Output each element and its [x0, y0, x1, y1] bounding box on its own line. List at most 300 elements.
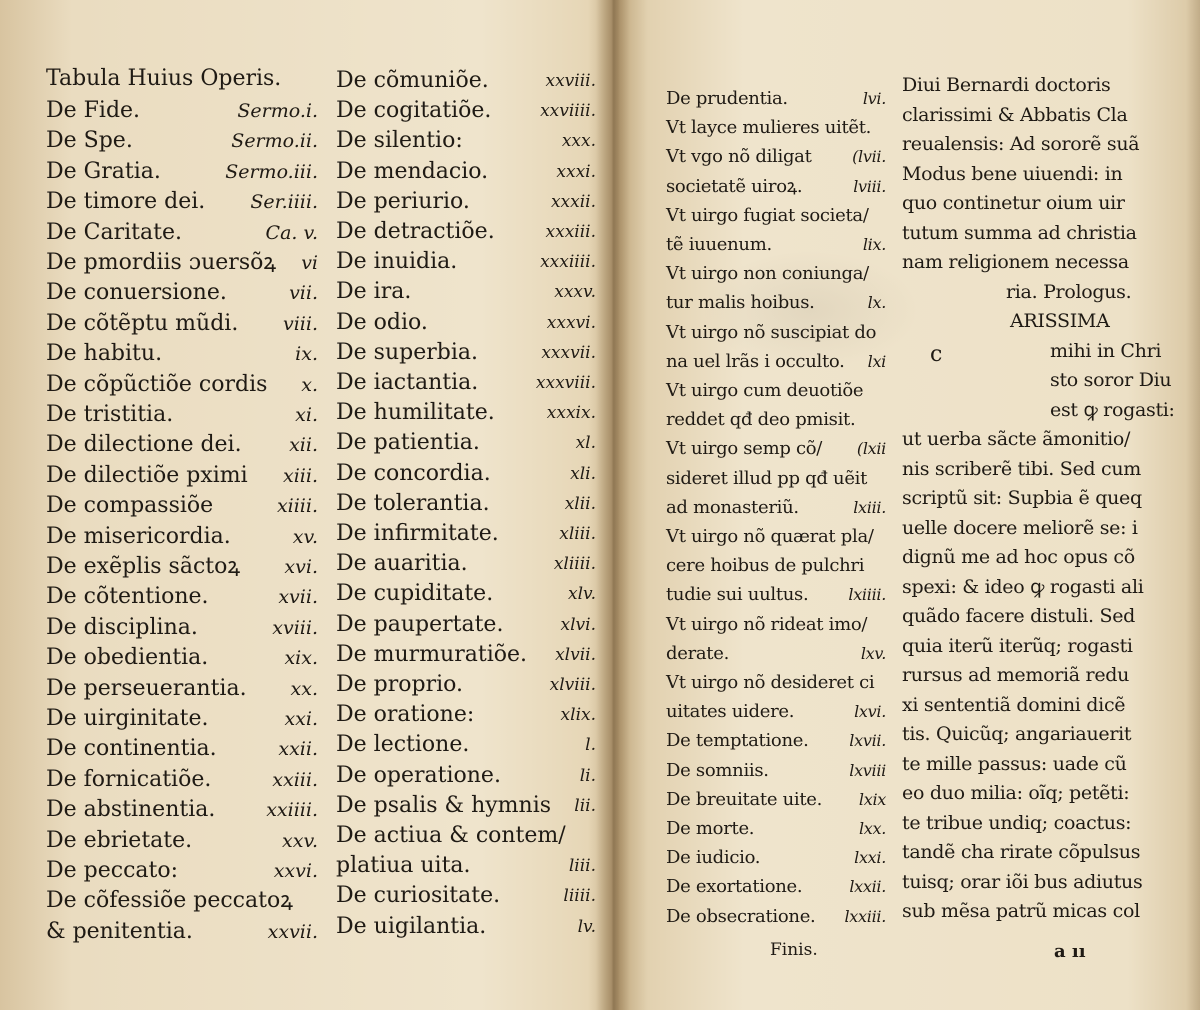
toc-entry — [666, 142, 886, 171]
toc-entry-label: De pmordiis ɔuersõꝝ — [46, 250, 277, 275]
toc-entry — [46, 886, 318, 916]
toc-entry-number: lxx. — [858, 819, 886, 838]
page-title: Tabula Huius Operis. — [46, 66, 282, 91]
toc-entry-label: De disciplina. — [46, 614, 198, 640]
toc-entry — [336, 761, 596, 791]
prose-line-text: dignũ me ad hoc opus cõ — [902, 546, 1135, 568]
toc-entry — [336, 791, 596, 821]
prose-line — [902, 896, 1152, 926]
toc-entry — [336, 610, 596, 640]
prose-line — [902, 867, 1152, 897]
toc-entry — [666, 551, 886, 580]
toc-entry — [666, 259, 886, 288]
toc-entry-label: De abstinentia. — [46, 797, 216, 823]
toc-entry-label: reddet qđ deo pmisit. — [666, 409, 856, 431]
toc-entry-label: tẽ iuuenum. — [666, 234, 772, 255]
toc-entry-label: Vt layce mulieres uitẽt. — [666, 117, 872, 139]
toc-entry-number: (lxii — [856, 439, 886, 459]
prose-line — [1050, 395, 1175, 425]
toc-entry — [666, 814, 886, 843]
toc-entry-label: Vt uirgo nõ desideret ci — [666, 672, 875, 693]
toc-entry-number: xiii. — [283, 464, 318, 487]
toc-entry-label: De breuitate uite. — [666, 788, 823, 810]
toc-entry-number: xvi. — [284, 556, 318, 578]
toc-entry-label: De concordia. — [336, 460, 491, 486]
toc-entry — [666, 785, 886, 814]
toc-entry-label: De humilitate. — [336, 400, 495, 426]
toc-entry-label: De conuersione. — [46, 280, 227, 306]
toc-entry — [336, 730, 596, 760]
toc-entry-number: lviii. — [853, 176, 886, 196]
toc-entry-label: De superbia. — [336, 339, 478, 365]
toc-entry — [336, 912, 596, 942]
toc-entry-number: lii. — [574, 795, 596, 816]
toc-entry-label: De ebrietate. — [46, 827, 193, 853]
toc-entry — [336, 217, 596, 247]
toc-entry-number: lxiiii. — [848, 585, 886, 605]
toc-entry-label: De odio. — [336, 309, 428, 335]
toc-entry — [336, 96, 596, 126]
toc-entry — [46, 157, 318, 187]
toc-entry-number: Ca. v. — [265, 221, 318, 244]
toc-entry-number: Sermo.iii. — [225, 160, 318, 183]
toc-entry-label: ad monasteriũ. — [666, 496, 799, 518]
toc-entry-label: Vt uirgo non coniunga/ — [666, 263, 869, 285]
toc-entry-number: xxxviii. — [535, 373, 596, 393]
toc-entry-label: De peccato: — [46, 858, 179, 883]
toc-entry — [666, 522, 886, 551]
toc-entry-number: lv. — [577, 916, 596, 937]
toc-entry-number: xxv. — [282, 829, 318, 852]
toc-entry-number: xxii. — [278, 738, 318, 761]
prose-line-text: Modus bene uiuendi: in — [902, 162, 1123, 185]
toc-entry-number: xliiii. — [553, 554, 596, 575]
toc-entry-label: De Gratia. — [46, 158, 161, 184]
toc-entry — [46, 704, 318, 734]
prose-line — [902, 188, 1152, 218]
toc-entry — [336, 851, 596, 881]
toc-entry-number: xxxv. — [554, 282, 596, 303]
toc-entry-label: De silentio: — [336, 128, 463, 154]
toc-entry-label: De somniis. — [666, 759, 769, 781]
toc-entry — [46, 734, 318, 764]
toc-entry-number: lix. — [862, 235, 886, 254]
prose-line — [902, 749, 1152, 779]
toc-entry — [336, 489, 596, 519]
prose-line — [902, 542, 1152, 572]
toc-entry-label: tur malis hoibus. — [666, 292, 815, 314]
toc-entry-number: Ser.iiii. — [250, 191, 318, 214]
toc-entry-label: De dilectione dei. — [46, 432, 242, 458]
toc-entry — [46, 218, 318, 248]
toc-entry-number: xxxii. — [550, 191, 596, 212]
toc-entry — [336, 308, 596, 338]
toc-entry-label: De prudentia. — [666, 88, 788, 109]
toc-entry-label: Vt uirgo nõ quærat pla/ — [666, 526, 874, 547]
toc-entry — [46, 278, 318, 308]
toc-entry-label: Vt uirgo nõ suscipiat do — [666, 321, 877, 343]
toc-entry-number: lxi — [867, 351, 886, 371]
toc-entry-label: De obsecratione. — [666, 905, 816, 927]
prose-line-text: scriptũ sit: Supbia ẽ queq — [902, 487, 1142, 509]
toc-entry-number: lxxiii. — [844, 906, 886, 926]
toc-entry — [336, 579, 596, 609]
prose-line — [902, 100, 1152, 130]
toc-entry-label: De infirmitate. — [336, 521, 499, 546]
toc-entry — [46, 917, 318, 947]
prose-line-text: nam religionem necessa — [902, 251, 1129, 273]
toc-entry-number: x. — [301, 373, 318, 396]
prose-line — [902, 778, 1152, 808]
prose-line — [902, 690, 1152, 720]
toc-entry — [46, 430, 318, 460]
toc-entry-number: lxiii. — [853, 497, 886, 517]
toc-entry-number: l. — [585, 735, 596, 756]
toc-entry — [666, 318, 886, 347]
toc-entry-label: De cõfessiõe peccatoꝝ — [46, 888, 293, 914]
toc-entry-number: xxviii. — [545, 71, 596, 91]
toc-entry — [666, 84, 886, 113]
toc-entry-label: De cõpũctiõe cordis — [46, 371, 268, 397]
toc-entry — [666, 668, 886, 697]
toc-entry — [336, 881, 596, 911]
toc-entry-number: li. — [579, 765, 596, 786]
toc-entry-number: xl. — [575, 433, 596, 454]
toc-entry — [666, 434, 886, 463]
toc-entry-number: xlix. — [560, 705, 596, 726]
toc-entry-number: xviii. — [272, 616, 318, 639]
toc-entry-label: De exortatione. — [666, 876, 803, 898]
toc-entry-number: liiii. — [563, 886, 596, 907]
toc-entry-number: xlvii. — [555, 644, 596, 665]
toc-entry — [666, 201, 886, 230]
toc-entry-number: xxiiii. — [266, 799, 318, 822]
toc-entry — [46, 765, 318, 795]
toc-entry-number: xii. — [289, 434, 318, 457]
toc-entry-number: xxvii. — [267, 920, 318, 943]
toc-entry — [46, 461, 318, 491]
toc-entry-number: xxiii. — [272, 768, 318, 791]
toc-entry-label: De auaritia. — [336, 551, 468, 577]
toc-entry-label: uitates uidere. — [666, 701, 795, 723]
toc-entry — [666, 726, 886, 755]
toc-entry-label: De iudicio. — [666, 847, 761, 869]
toc-entry-label: De uirginitate. — [46, 706, 209, 731]
toc-entry-label: De psalis & hymnis — [336, 792, 552, 818]
toc-entry-label: De cõtentione. — [46, 584, 209, 610]
toc-entry-label: De mendacio. — [336, 158, 489, 184]
prose-line-text: sto soror Diu — [1050, 369, 1172, 391]
prose-line-text: eo duo milia: oĩq; petẽti: — [902, 782, 1130, 804]
toc-entry — [666, 405, 886, 434]
toc-entry-number: xxxvii. — [541, 342, 596, 363]
prose-line-text: quãdo facere distuli. Sed — [902, 605, 1135, 627]
toc-entry-label: De dilectiõe pximi — [46, 462, 248, 488]
toc-entry-number: xlii. — [564, 493, 596, 514]
toc-entry-label: cere hoibus de pulchri — [666, 555, 865, 577]
toc-entry — [336, 428, 596, 458]
prose-line-text: xi sententiã domini dicẽ — [902, 693, 1126, 716]
toc-entry — [46, 248, 318, 278]
toc-entry — [336, 368, 596, 398]
prose-line-text: te mille passus: uade cũ — [902, 752, 1127, 775]
toc-entry-number: xlv. — [567, 584, 596, 605]
toc-entry-number: lx. — [867, 293, 886, 313]
signature-mark: a ıı — [1054, 941, 1086, 962]
toc-entry-number: xxxiii. — [545, 222, 596, 242]
toc-entry — [336, 338, 596, 368]
toc-entry-label: De operatione. — [336, 762, 501, 788]
toc-entry — [46, 400, 318, 430]
toc-entry — [666, 697, 886, 726]
toc-entry-label: Vt vgo nõ diligat — [666, 146, 812, 168]
prose-line — [902, 70, 1152, 100]
toc-entry-number: xxx. — [561, 131, 596, 152]
prose-line-text: tuisq; orar iõi bus adiutus — [902, 870, 1143, 893]
toc-entry-label: De iactantia. — [336, 370, 479, 395]
prose-line — [902, 159, 1152, 189]
toc-entry-label: De oratione: — [336, 702, 475, 728]
prose-line-text: uelle docere meliorẽ se: i — [902, 516, 1138, 539]
toc-entry-number: xlvi. — [560, 614, 596, 635]
prose-line-text: reualensis: Ad sororẽ suã — [902, 133, 1140, 155]
toc-entry — [666, 288, 886, 317]
toc-entry-number: xiiii. — [276, 495, 318, 518]
toc-entry-label: sideret illud pp qđ uẽit — [666, 467, 868, 489]
toc-entry — [666, 580, 886, 609]
toc-entry — [46, 613, 318, 643]
toc-entry-number: xxxi. — [556, 161, 596, 182]
toc-entry-number: vii. — [289, 282, 318, 305]
toc-entry-label: & penitentia. — [46, 918, 193, 944]
prose-line-text: clarissimi & Abbatis Cla — [902, 103, 1128, 126]
prose-line-text: ARISSIMA — [1010, 310, 1110, 332]
toc-entry-label: De cupiditate. — [336, 581, 494, 607]
toc-entry-number: lxviii — [849, 760, 886, 780]
toc-entry-label: De patientia. — [336, 430, 480, 456]
toc-entry-number: xlviii. — [549, 675, 596, 695]
toc-entry — [666, 230, 886, 259]
toc-entry-label: De habitu. — [46, 341, 163, 367]
toc-entry-number: vi — [301, 252, 318, 274]
toc-entry — [336, 126, 596, 156]
prose-line — [902, 631, 1152, 661]
toc-entry — [46, 522, 318, 552]
toc-entry-label: De fornicatiõe. — [46, 766, 212, 792]
prose-line-text: quia iterũ iterũq; rogasti — [902, 634, 1133, 657]
toc-entry — [666, 113, 886, 142]
toc-entry — [666, 464, 886, 493]
toc-entry-label: platiua uita. — [336, 853, 471, 879]
toc-entry — [336, 549, 596, 579]
toc-entry-label: Vt uirgo nõ rideat imo/ — [666, 613, 868, 635]
prose-line-text: quo continetur oium uir — [902, 192, 1125, 214]
prose-line-text: tandẽ cha rirate cõpulsus — [902, 841, 1141, 863]
toc-entry-label: derate. — [666, 642, 730, 664]
toc-entry — [336, 157, 596, 187]
finis-label: Finis. — [770, 940, 818, 960]
prose-line-text: ria. Prologus. — [1006, 280, 1132, 303]
prose-line-text: ut uerba sãcte ãmonitio/ — [902, 428, 1131, 450]
toc-entry-label: De morte. — [666, 818, 755, 839]
drop-cap-guide-letter: c — [930, 342, 943, 367]
toc-entry-label: De paupertate. — [336, 611, 504, 637]
toc-entry-label: De compassiõe — [46, 493, 214, 519]
toc-entry-number: Sermo.ii. — [231, 130, 318, 153]
toc-entry-number: lxvi. — [854, 702, 886, 722]
prose-line-text: tis. Quicũq; angariauerit — [902, 723, 1132, 745]
toc-entry — [666, 347, 886, 376]
toc-entry — [46, 643, 318, 673]
prose-line — [902, 424, 1152, 454]
toc-entry-number: xv. — [292, 525, 318, 548]
prose-line — [1006, 277, 1152, 307]
toc-entry — [46, 370, 318, 400]
prose-line — [902, 247, 1152, 277]
prose-line — [1050, 365, 1172, 395]
toc-entry — [336, 277, 596, 307]
toc-entry-label: De lectione. — [336, 732, 470, 758]
toc-entry — [46, 552, 318, 582]
toc-entry — [336, 66, 596, 96]
toc-entry-number: lvi. — [862, 89, 886, 108]
toc-entry-number: xxviiii. — [540, 101, 596, 122]
toc-entry-number: xxxvi. — [546, 312, 596, 333]
toc-entry-number: xliii. — [559, 524, 596, 544]
prose-line-text: tutum summa ad christia — [902, 221, 1137, 244]
toc-entry-number: lxix — [858, 789, 886, 809]
toc-entry — [336, 519, 596, 549]
toc-entry — [336, 247, 596, 277]
toc-entry — [336, 670, 596, 700]
toc-entry — [46, 826, 318, 856]
toc-entry — [666, 493, 886, 522]
toc-entry-label: De tolerantia. — [336, 490, 490, 516]
toc-entry-label: societatẽ uiroꝝ. — [666, 175, 803, 197]
toc-entry — [666, 376, 886, 405]
toc-entry-label: De cõtẽptu mũdi. — [46, 310, 239, 336]
toc-entry-label: De Spe. — [46, 128, 133, 154]
toc-entry-number: xix. — [284, 647, 318, 670]
toc-entry — [46, 96, 318, 126]
toc-entry-number: (lvii. — [852, 147, 886, 167]
prose-line — [902, 218, 1152, 248]
prose-line-text: mihi in Chri — [1050, 339, 1162, 362]
toc-entry-label: De cogitatiõe. — [336, 98, 492, 124]
prose-line — [902, 837, 1152, 867]
toc-entry-label: De Caritate. — [46, 219, 182, 245]
toc-entry-label: De tristitia. — [46, 402, 174, 427]
prose-line — [902, 660, 1152, 690]
toc-entry-label: De perseuerantia. — [46, 675, 247, 701]
toc-entry-label: De inuidia. — [336, 249, 458, 275]
toc-entry-number: xvii. — [278, 586, 318, 609]
toc-entry — [46, 795, 318, 825]
toc-entry — [336, 821, 596, 851]
prose-line — [902, 454, 1152, 484]
toc-entry — [46, 856, 318, 886]
toc-entry — [666, 843, 886, 872]
toc-entry-label: De timore dei. — [46, 189, 206, 215]
toc-entry-number: xxxix. — [546, 403, 596, 424]
toc-entry-label: De uigilantia. — [336, 913, 487, 939]
prose-line — [902, 483, 1152, 513]
toc-entry-label: De continentia. — [46, 736, 217, 762]
toc-entry — [666, 902, 886, 931]
toc-entry — [46, 187, 318, 217]
prose-line-text: nis scriberẽ tibi. Sed cum — [902, 457, 1142, 480]
toc-entry — [666, 639, 886, 668]
toc-entry-number: xxvi. — [273, 860, 318, 882]
prose-line-text: spexi: & ideo ꝙ rogasti ali — [902, 575, 1144, 598]
toc-entry-number: ix. — [295, 343, 318, 366]
toc-entry-number: xx. — [290, 677, 318, 700]
toc-entry — [666, 172, 886, 201]
toc-entry-label: De misericordia. — [46, 523, 231, 549]
toc-entry-number: liii. — [568, 856, 596, 877]
toc-entry-label: na uel lrãs i occulto. — [666, 350, 845, 372]
toc-entry — [336, 459, 596, 489]
toc-entry-number: viii. — [282, 312, 318, 335]
prose-line — [902, 513, 1152, 543]
toc-entry-label: De proprio. — [336, 672, 463, 697]
toc-entry-number: xxi. — [284, 708, 318, 730]
toc-entry — [46, 582, 318, 612]
toc-entry — [666, 756, 886, 785]
toc-entry-label: Vt uirgo semp cõ/ — [666, 438, 823, 460]
toc-entry — [666, 610, 886, 639]
toc-entry — [336, 398, 596, 428]
prose-line — [902, 719, 1152, 749]
prose-line-text: rursus ad memoriã redu — [902, 664, 1130, 686]
toc-entry-label: De periurio. — [336, 188, 470, 214]
toc-entry — [46, 309, 318, 339]
toc-entry — [46, 339, 318, 369]
toc-entry-label: De temptatione. — [666, 730, 809, 752]
prose-line-text: sub mẽsa patrũ micas col — [902, 900, 1140, 922]
toc-entry — [46, 491, 318, 521]
toc-entry-label: Vt uirgo fugiat societa/ — [666, 204, 869, 226]
toc-entry — [336, 187, 596, 217]
prose-line — [902, 601, 1152, 631]
toc-entry-number: xi. — [295, 404, 318, 426]
prose-line — [902, 129, 1152, 159]
toc-entry-label: De exẽplis sãctoꝝ — [46, 554, 241, 579]
toc-entry-label: De obedientia. — [46, 645, 209, 671]
toc-entry-number: xxxiiii. — [540, 252, 596, 273]
toc-entry-label: De cõmuniõe. — [336, 68, 489, 93]
prose-line-text: te tribue undiq; coactus: — [902, 811, 1132, 834]
prose-line — [1010, 306, 1152, 336]
prose-line — [1050, 336, 1162, 366]
prose-line-text: est ꝙ rogasti: — [1050, 398, 1175, 421]
toc-entry — [336, 700, 596, 730]
toc-entry-number: lxxii. — [849, 877, 886, 897]
toc-entry-number: lxxi. — [854, 848, 886, 868]
toc-entry-number: Sermo.i. — [237, 100, 318, 122]
toc-entry-label: De curiositate. — [336, 883, 501, 909]
toc-entry — [336, 640, 596, 670]
toc-entry-label: Vt uirgo cum deuotiõe — [666, 380, 864, 401]
toc-entry-number: xli. — [570, 463, 596, 484]
toc-entry-number: lxvii. — [849, 731, 886, 751]
toc-entry-label: De actiua & contem/ — [336, 823, 566, 848]
toc-entry-label: De Fide. — [46, 98, 141, 123]
toc-entry — [46, 126, 318, 156]
toc-entry-label: De murmuratiõe. — [336, 641, 527, 667]
prose-line-text: Diui Bernardi doctoris — [902, 74, 1111, 96]
toc-entry-label: De detractiõe. — [336, 219, 495, 244]
